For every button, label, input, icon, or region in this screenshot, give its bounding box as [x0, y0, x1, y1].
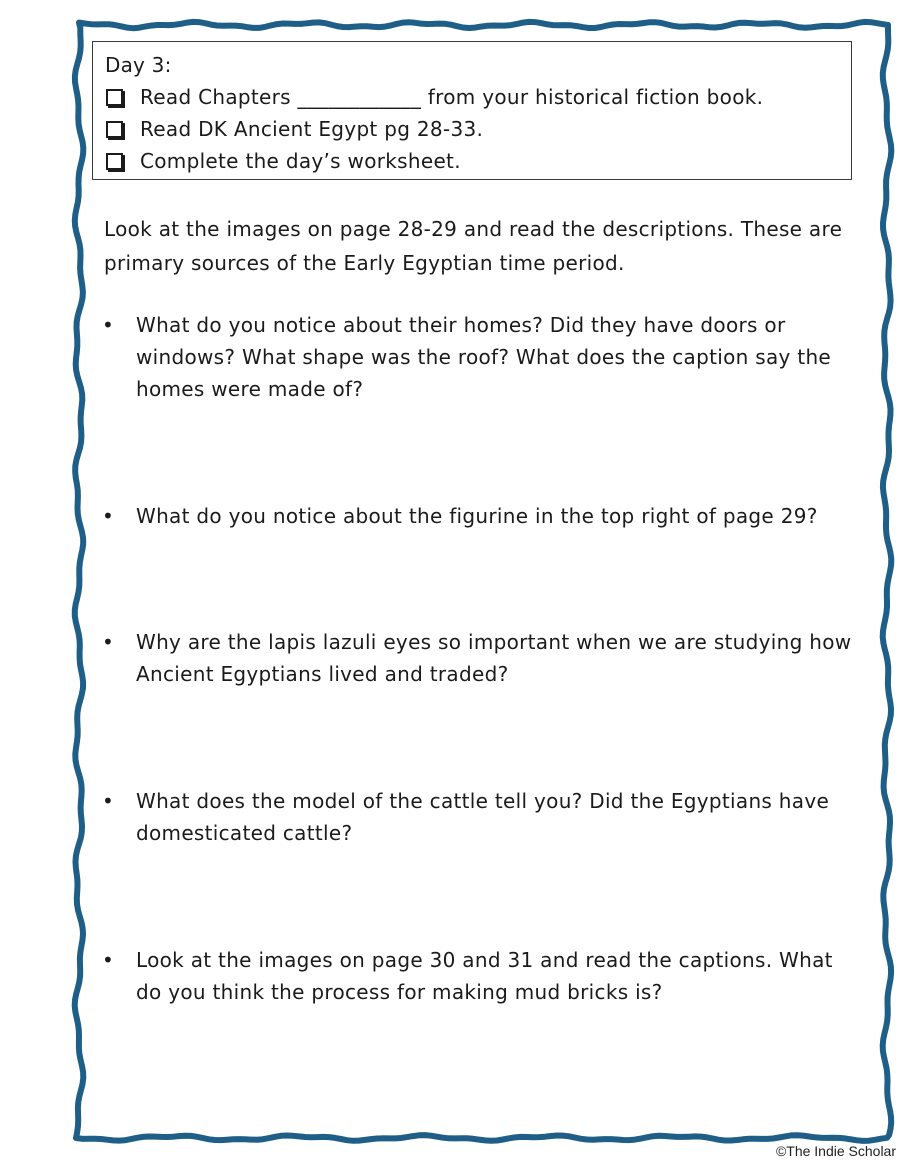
question-text: Look at the images on page 30 and 31 and read the captions. What do you think the process for making mud bricks is? [136, 948, 833, 1004]
checkbox-icon [106, 121, 123, 138]
bullet-icon: • [102, 313, 114, 337]
task-item-read-chapters [105, 81, 851, 113]
question-text: What do you notice about their homes? Did they have doors or windows? What shape was the roof? What does the caption say the homes were made of? [136, 313, 832, 401]
day-title: Day 3: [105, 53, 172, 77]
bullet-icon: • [102, 630, 114, 654]
bullet-icon: • [102, 789, 114, 813]
task-label: Read DK Ancient Egypt pg 28-33. [140, 117, 484, 141]
task-item-read-dk [105, 113, 851, 145]
question-item [100, 785, 860, 849]
question-item [100, 626, 860, 690]
question-item [100, 944, 860, 1008]
question-text: What do you notice about the figurine in the top right of page 29? [136, 504, 818, 528]
question-item [100, 309, 860, 405]
question-item [100, 500, 860, 532]
question-text: Why are the lapis lazuli eyes so important when we are studying how Ancient Egyptians lived and traded? [136, 630, 852, 686]
bullet-icon: • [102, 504, 114, 528]
question-text: What does the model of the cattle tell you? Did the Egyptians have domesticated cattle? [136, 789, 830, 845]
intro-paragraph: Look at the images on page 28-29 and read the descriptions. These are primary sources of the Early Egyptian time period. [104, 217, 843, 275]
bullet-icon: • [102, 948, 114, 972]
checkbox-icon [106, 153, 123, 170]
daily-task-box [92, 41, 852, 180]
task-label: Read Chapters ____________ from your historical fiction book. [140, 85, 764, 109]
copyright-notice: ©The Indie Scholar [775, 1143, 896, 1159]
task-label: Complete the day’s worksheet. [140, 149, 461, 173]
task-item-worksheet [105, 145, 851, 177]
checkbox-icon [106, 89, 123, 106]
